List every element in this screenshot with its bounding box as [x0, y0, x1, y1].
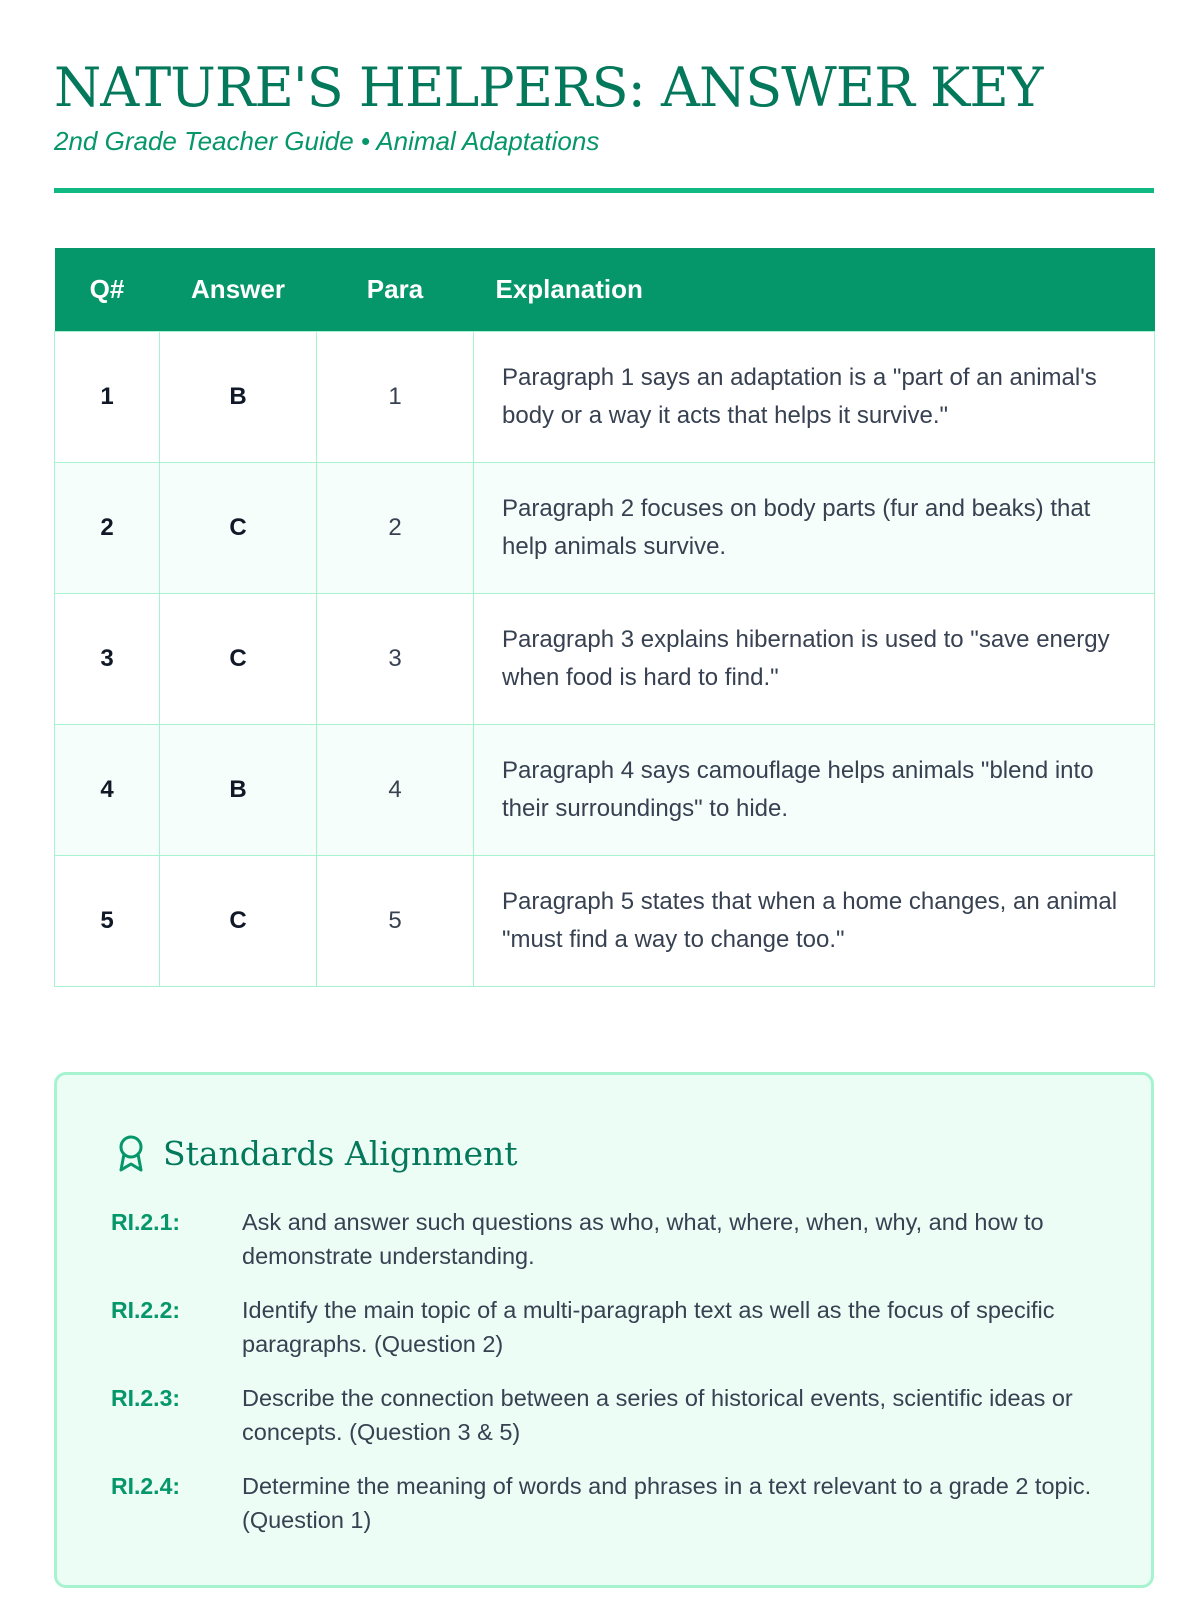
standard-item — [111, 1381, 1111, 1449]
answer-letter: B — [160, 724, 317, 855]
answer-letter: C — [160, 462, 317, 593]
column-header-answer: Answer — [160, 248, 317, 331]
table-row — [55, 855, 1155, 986]
answer-explanation: Paragraph 1 says an adaptation is a "part of an animal's body or a way it acts that helps it survive." — [474, 331, 1155, 462]
question-number: 3 — [55, 593, 160, 724]
column-header-question: Q# — [55, 248, 160, 331]
page-title: NATURE'S HELPERS: ANSWER KEY — [54, 56, 1043, 119]
standards-alignment-panel — [54, 1072, 1154, 1588]
answer-explanation: Paragraph 2 focuses on body parts (fur and beaks) that help animals survive. — [474, 462, 1155, 593]
question-number: 1 — [55, 331, 160, 462]
paragraph-number: 3 — [317, 593, 474, 724]
standards-list — [111, 1205, 1111, 1557]
standards-heading — [113, 1133, 518, 1173]
standard-item — [111, 1293, 1111, 1361]
standard-code: RI.2.1: — [111, 1209, 181, 1235]
question-number: 4 — [55, 724, 160, 855]
standard-description: Ask and answer such questions as who, what, where, when, why, and how to demonstrate understanding. — [242, 1209, 1044, 1269]
paragraph-number: 4 — [317, 724, 474, 855]
header-divider — [54, 188, 1154, 193]
award-ribbon-icon — [113, 1133, 149, 1173]
standard-description: Determine the meaning of words and phrases in a text relevant to a grade 2 topic. (Question 1) — [242, 1473, 1092, 1533]
standard-description: Describe the connection between a series of historical events, scientific ideas or concepts. (Question 3 & 5) — [242, 1385, 1073, 1445]
page-subtitle: 2nd Grade Teacher Guide • Animal Adaptations — [54, 126, 600, 156]
answer-letter: C — [160, 855, 317, 986]
standard-code: RI.2.4: — [111, 1473, 181, 1499]
standard-code: RI.2.3: — [111, 1385, 181, 1411]
answer-letter: B — [160, 331, 317, 462]
answer-explanation: Paragraph 4 says camouflage helps animals "blend into their surroundings" to hide. — [474, 724, 1155, 855]
question-number: 5 — [55, 855, 160, 986]
table-row — [55, 462, 1155, 593]
paragraph-number: 1 — [317, 331, 474, 462]
answer-key-table — [54, 248, 1155, 987]
answer-explanation: Paragraph 5 states that when a home changes, an animal "must find a way to change too." — [474, 855, 1155, 986]
paragraph-number: 2 — [317, 462, 474, 593]
column-header-explanation: Explanation — [474, 248, 1155, 331]
column-header-paragraph: Para — [317, 248, 474, 331]
table-header-row — [55, 248, 1155, 331]
standards-title: Standards Alignment — [163, 1133, 518, 1173]
answer-letter: C — [160, 593, 317, 724]
paragraph-number: 5 — [317, 855, 474, 986]
question-number: 2 — [55, 462, 160, 593]
standard-code: RI.2.2: — [111, 1297, 181, 1323]
answer-explanation: Paragraph 3 explains hibernation is used to "save energy when food is hard to find." — [474, 593, 1155, 724]
table-row — [55, 593, 1155, 724]
table-row — [55, 331, 1155, 462]
standard-description: Identify the main topic of a multi-paragraph text as well as the focus of specific paragraphs. (Question 2) — [242, 1297, 1055, 1357]
standard-item — [111, 1469, 1111, 1537]
standard-item — [111, 1205, 1111, 1273]
table-row — [55, 724, 1155, 855]
